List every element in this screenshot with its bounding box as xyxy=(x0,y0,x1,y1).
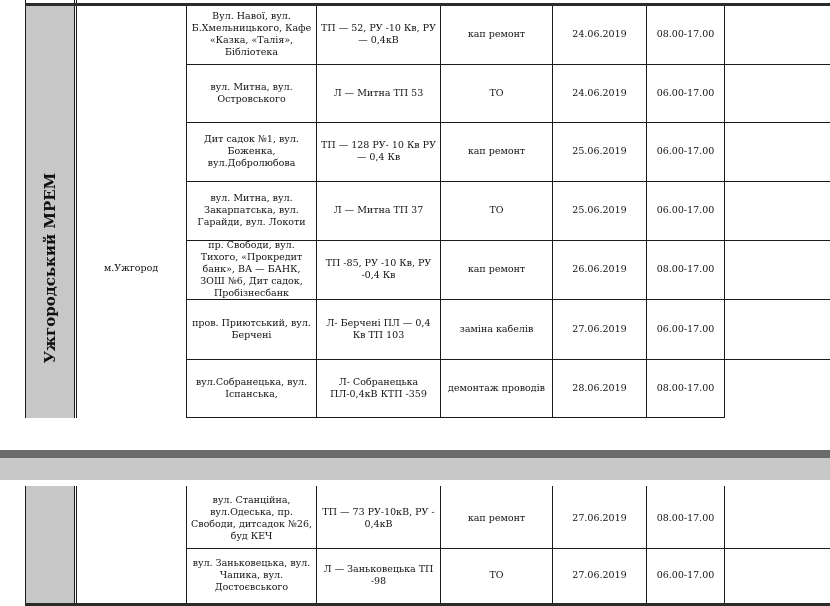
grid-line xyxy=(74,0,75,418)
row-9-date: 27.06.2019 xyxy=(572,570,627,581)
row-1-substation: ТП — 52, РУ -10 Кв, РУ — 0,4кВ xyxy=(321,23,436,46)
row-5-substation: ТП -85, РУ -10 Кв, РУ -0,4 Кв xyxy=(325,258,432,281)
row-1-date: 24.06.2019 xyxy=(572,29,627,40)
row-3-work: кап ремонт xyxy=(467,146,526,157)
row-9-streets: вул. Заньковецька, вул. Чапика, вул. Достоєвського xyxy=(192,558,311,593)
row-3-time: 06.00-17.00 xyxy=(656,146,715,157)
row-2-work: ТО xyxy=(489,87,504,99)
row-2-date: 24.06.2019 xyxy=(572,87,627,99)
grid-line xyxy=(25,486,26,604)
row-5-streets: пр. Свободи, вул. Тихого, «Прокредит банк», ВА — БАНК, ЗОШ №6, Дит садок, Пробізнесбанк xyxy=(200,240,303,299)
row-6-streets: пров. Приютський, вул. Берчені xyxy=(192,317,311,341)
page-separator-bar xyxy=(0,450,830,480)
grid-line xyxy=(724,6,725,418)
row-9-work: ТО xyxy=(489,570,504,581)
page-separator xyxy=(0,420,830,486)
row-8-substation: ТП — 73 РУ-10кВ, РУ - 0,4кВ xyxy=(322,507,435,530)
grid-line xyxy=(724,486,725,604)
row-4-streets: вул. Митна, вул. Закарпатська, вул. Гарайди, вул. Локоти xyxy=(197,193,306,228)
row-7-streets: вул.Собранецька, вул. Іспанська, xyxy=(195,376,308,400)
document-page-2 xyxy=(0,486,830,606)
row-7-work: демонтаж проводів xyxy=(447,382,546,394)
row-4-work: ТО xyxy=(489,205,504,216)
row-divider xyxy=(186,417,724,418)
grid-line xyxy=(25,0,26,418)
row-4-date: 25.06.2019 xyxy=(572,205,627,216)
row-8-time: 08.00-17.00 xyxy=(656,513,715,524)
grid-line xyxy=(76,486,77,604)
row-2-time: 06.00-17.00 xyxy=(656,87,715,99)
grid-line xyxy=(76,0,77,418)
row-6-substation: Л- Берчені ПЛ — 0,4 Кв ТП 103 xyxy=(326,317,431,341)
row-6-date: 27.06.2019 xyxy=(572,323,627,335)
row-1-time: 08.00-17.00 xyxy=(656,29,715,40)
row-8-streets: вул. Станційна, вул.Одеська, пр. Свободи, дитсадок №26, буд КЕЧ xyxy=(190,495,313,542)
row-1-work: кап ремонт xyxy=(467,29,526,40)
row-4-time: 06.00-17.00 xyxy=(656,205,715,216)
row-3-streets: Дит садок №1, вул. Боженка, вул.Добролюбова xyxy=(204,134,299,169)
row-2-streets: вул. Митна, вул. Островського xyxy=(210,81,293,105)
region-column-band xyxy=(26,486,74,604)
row-8-work: кап ремонт xyxy=(467,513,526,524)
grid-line xyxy=(74,486,75,604)
row-5-date: 26.06.2019 xyxy=(572,264,627,275)
row-7-time: 08.00-17.00 xyxy=(656,382,715,394)
row-6-work: заміна кабелів xyxy=(459,323,534,335)
region-label: Ужгородський МРЕМ xyxy=(41,172,59,364)
row-9-substation: Л — Заньковецька ТП -98 xyxy=(323,564,434,587)
row-1-streets: Вул. Навої, вул. Б.Хмельницького, Кафе «Казка, «Талія», Бібліотека xyxy=(191,11,312,58)
row-6-time: 06.00-17.00 xyxy=(656,323,715,335)
row-7-substation: Л- Собранецька ПЛ-0,4кВ КТП -359 xyxy=(330,376,427,400)
row-5-time: 08.00-17.00 xyxy=(656,264,715,275)
row-3-substation: ТП — 128 РУ- 10 Кв РУ — 0,4 Кв xyxy=(321,140,436,163)
row-2-substation: Л — Митна ТП 53 xyxy=(333,87,424,99)
row-8-date: 27.06.2019 xyxy=(572,513,627,524)
row-4-substation: Л — Митна ТП 37 xyxy=(333,205,424,216)
row-3-date: 25.06.2019 xyxy=(572,146,627,157)
row-7-date: 28.06.2019 xyxy=(572,382,627,394)
row-9-time: 06.00-17.00 xyxy=(656,570,715,581)
city-label: м.Ужгород xyxy=(103,262,159,274)
row-5-work: кап ремонт xyxy=(467,264,526,275)
